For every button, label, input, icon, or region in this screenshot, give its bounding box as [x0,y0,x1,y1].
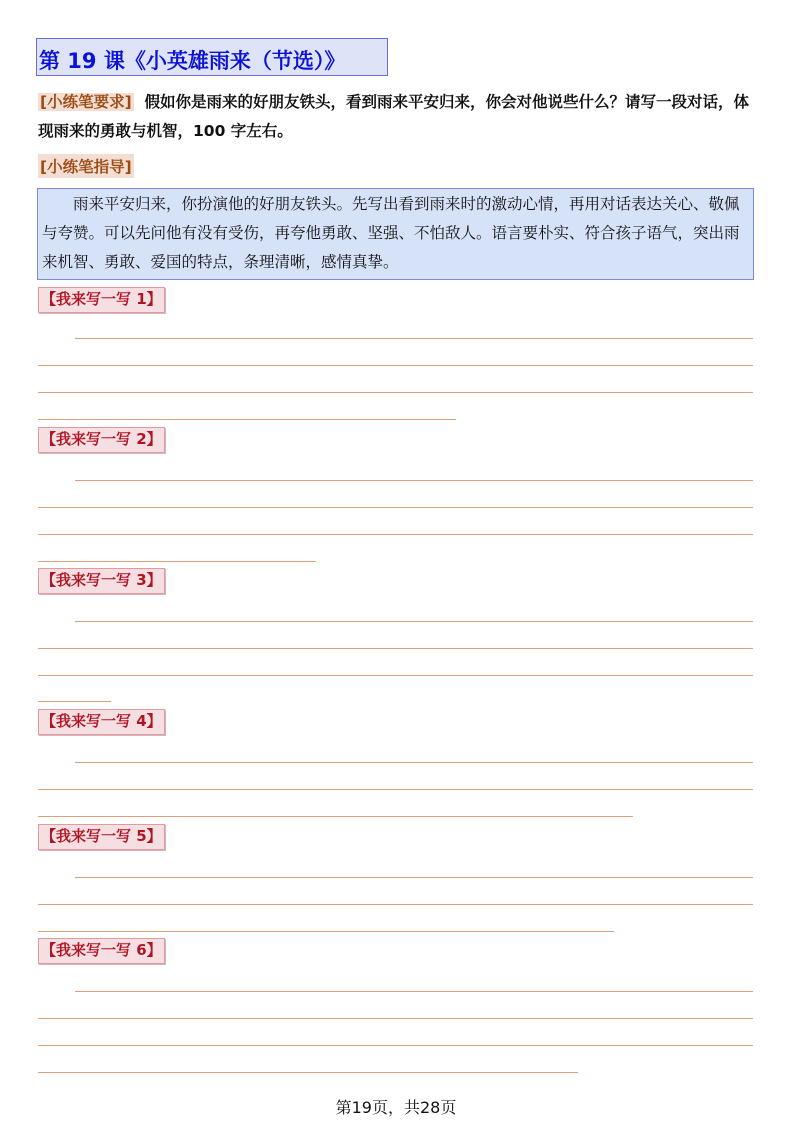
writing-line[interactable] [38,789,753,790]
section-label-4: 【我来写一写 4】 [38,709,165,735]
writing-line[interactable] [38,561,316,562]
requirement-label: [小练笔要求] [40,93,132,111]
writing-line[interactable] [75,877,753,878]
writing-line[interactable] [75,762,753,763]
writing-line[interactable] [38,534,753,535]
writing-line[interactable] [38,419,456,420]
section-label-3: 【我来写一写 3】 [38,568,165,594]
lesson-title: 第 19 课《小英雄雨来（节选）》 [39,49,346,73]
writing-line[interactable] [75,338,753,339]
section-label-6: 【我来写一写 6】 [38,938,165,964]
section-label-2: 【我来写一写 2】 [38,427,165,453]
requirement-paragraph [38,88,758,146]
writing-line[interactable] [38,816,633,817]
writing-line[interactable] [75,621,753,622]
writing-line[interactable] [38,1045,753,1046]
writing-line[interactable] [38,648,753,649]
writing-line[interactable] [75,480,753,481]
writing-line[interactable] [38,904,753,905]
writing-line[interactable] [38,1072,578,1073]
guide-label: [小练笔指导] [38,154,134,178]
writing-line[interactable] [38,931,614,932]
writing-line[interactable] [75,991,753,992]
guide-box [37,188,754,280]
requirement-text: 假如你是雨来的好朋友铁头，看到雨来平安归来，你会对他说些什么？请写一段对话，体现雨来的勇敢与机智，100 字左右。 [38,93,749,140]
writing-line[interactable] [38,365,753,366]
writing-line[interactable] [38,392,753,393]
writing-line[interactable] [38,507,753,508]
guide-text: 雨来平安归来，你扮演他的好朋友铁头。先写出看到雨来时的激动心情，再用对话表达关心、敬佩与夸赞。可以先问他有没有受伤，再夸他勇敢、坚强、不怕敌人。语言要朴实、符合孩子语气，突出雨来机智、勇敢、爱国的特点，条理清晰，感情真挚。 [42,195,740,271]
section-label-1: 【我来写一写 1】 [38,287,165,313]
lesson-title-box [36,38,388,76]
section-label-5: 【我来写一写 5】 [38,824,165,850]
writing-line[interactable] [38,675,753,676]
writing-line[interactable] [38,1018,753,1019]
writing-line[interactable] [38,701,111,702]
page-number: 第19页，共28页 [335,1098,457,1117]
